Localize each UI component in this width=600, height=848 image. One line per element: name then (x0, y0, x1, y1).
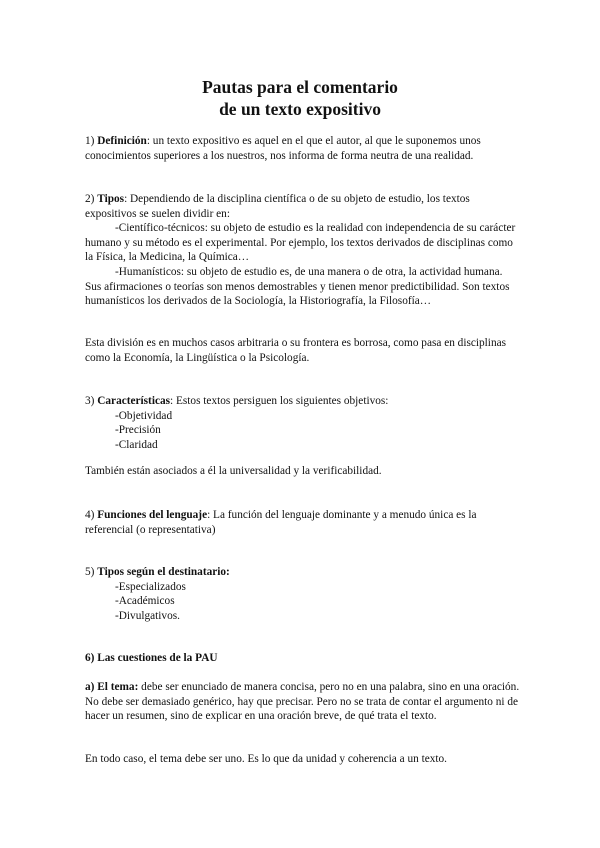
cuestiones-heading-text: 6) Las cuestiones de la PAU (85, 652, 218, 664)
definicion-paragraph (85, 134, 520, 163)
caracteristicas-term: Características (97, 395, 171, 407)
title-line-2: de un texto expositivo (219, 99, 381, 119)
list-item: -Claridad (115, 438, 158, 451)
list-item: -Objetividad (115, 409, 173, 422)
tipos-term: Tipos (97, 193, 125, 205)
cuestiones-heading (85, 651, 520, 666)
funciones-text: : La función del lenguaje dominante y a menudo única es la referencial (o representativa) (85, 509, 477, 536)
section-tipos (85, 192, 520, 309)
list-item: -Académicos (115, 595, 175, 608)
section-number: 2) (85, 193, 98, 205)
funciones-term: Funciones del lenguaje (97, 509, 208, 521)
tipos-note-paragraph: Esta división es en muchos casos arbitraria o su frontera es borrosa, como pasa en disciplinas como la Economía, la Lingüística o la Psicología. (85, 337, 507, 364)
section-number: 3) (85, 395, 98, 407)
destinatario-term: Tipos según el destinatario: (97, 566, 230, 578)
tema-text: debe ser enunciado de manera concisa, pero no en una palabra, sino en una oración. No debe ser demasiado genérico, hay que precisar. Pero no se trata de contar el argumento ni de hacer un resumen, sino de explicar en una oración breve, de qué trata el texto. (85, 681, 520, 723)
tema-term: a) El tema: (85, 681, 139, 693)
tema-paragraph (85, 680, 520, 724)
caracteristicas-paragraph (85, 394, 520, 409)
tipos-humanisticos: -Humanísticos: su objeto de estudio es, de una manera o de otra, la actividad humana. Sus afirmaciones o teorías son menos demostrables y tienen menor predictibilidad. Son textos humanísticos los derivados de la Sociología, la Historiografía, la Filosofía… (85, 265, 510, 308)
document-title (0, 76, 600, 120)
list-item: -Divulgativos. (115, 609, 180, 622)
section-caracteristicas (85, 394, 520, 452)
section-destinatario (85, 565, 520, 623)
section-funciones (85, 508, 520, 537)
title-line-1: Pautas para el comentario (202, 77, 398, 97)
destinatario-paragraph (85, 565, 520, 580)
definicion-text: : un texto expositivo es aquel en el que el autor, al que le suponemos unos conocimientos superiores a los nuestros, nos informa de forma neutra de una realidad. (85, 135, 481, 162)
tema-note-paragraph: En todo caso, el tema debe ser uno. Es lo que da unidad y coherencia a un texto. (85, 753, 448, 765)
section-number: 1) (85, 135, 98, 147)
caracteristicas-note (85, 464, 520, 479)
tipos-paragraph (85, 192, 520, 221)
funciones-paragraph (85, 508, 520, 537)
section-cuestiones-pau (85, 651, 520, 666)
list-item: -Especializados (115, 580, 186, 593)
section-number: 4) (85, 509, 98, 521)
section-number: 5) (85, 566, 98, 578)
tema-block (85, 680, 520, 724)
section-definicion (85, 134, 520, 163)
caracteristicas-note-paragraph: También están asociados a él la universalidad y la verificabilidad. (85, 465, 382, 477)
caracteristicas-text: : Estos textos persiguen los siguientes objetivos: (170, 395, 389, 407)
tipos-text: : Dependiendo de la disciplina científica o de su objeto de estudio, los textos expositivos se suelen dividir en: (85, 193, 470, 220)
tema-note (85, 752, 520, 767)
tipos-note (85, 336, 520, 365)
tipos-cientifico-tecnicos: -Científico-técnicos: su objeto de estudio es la realidad con independencia de su carácter humano y su método es el experimental. Por ejemplo, los textos derivados de disciplinas como la Física, la Medicina, la Química… (85, 222, 516, 264)
list-item: -Precisión (115, 424, 161, 437)
definicion-term: Definición (97, 135, 147, 147)
